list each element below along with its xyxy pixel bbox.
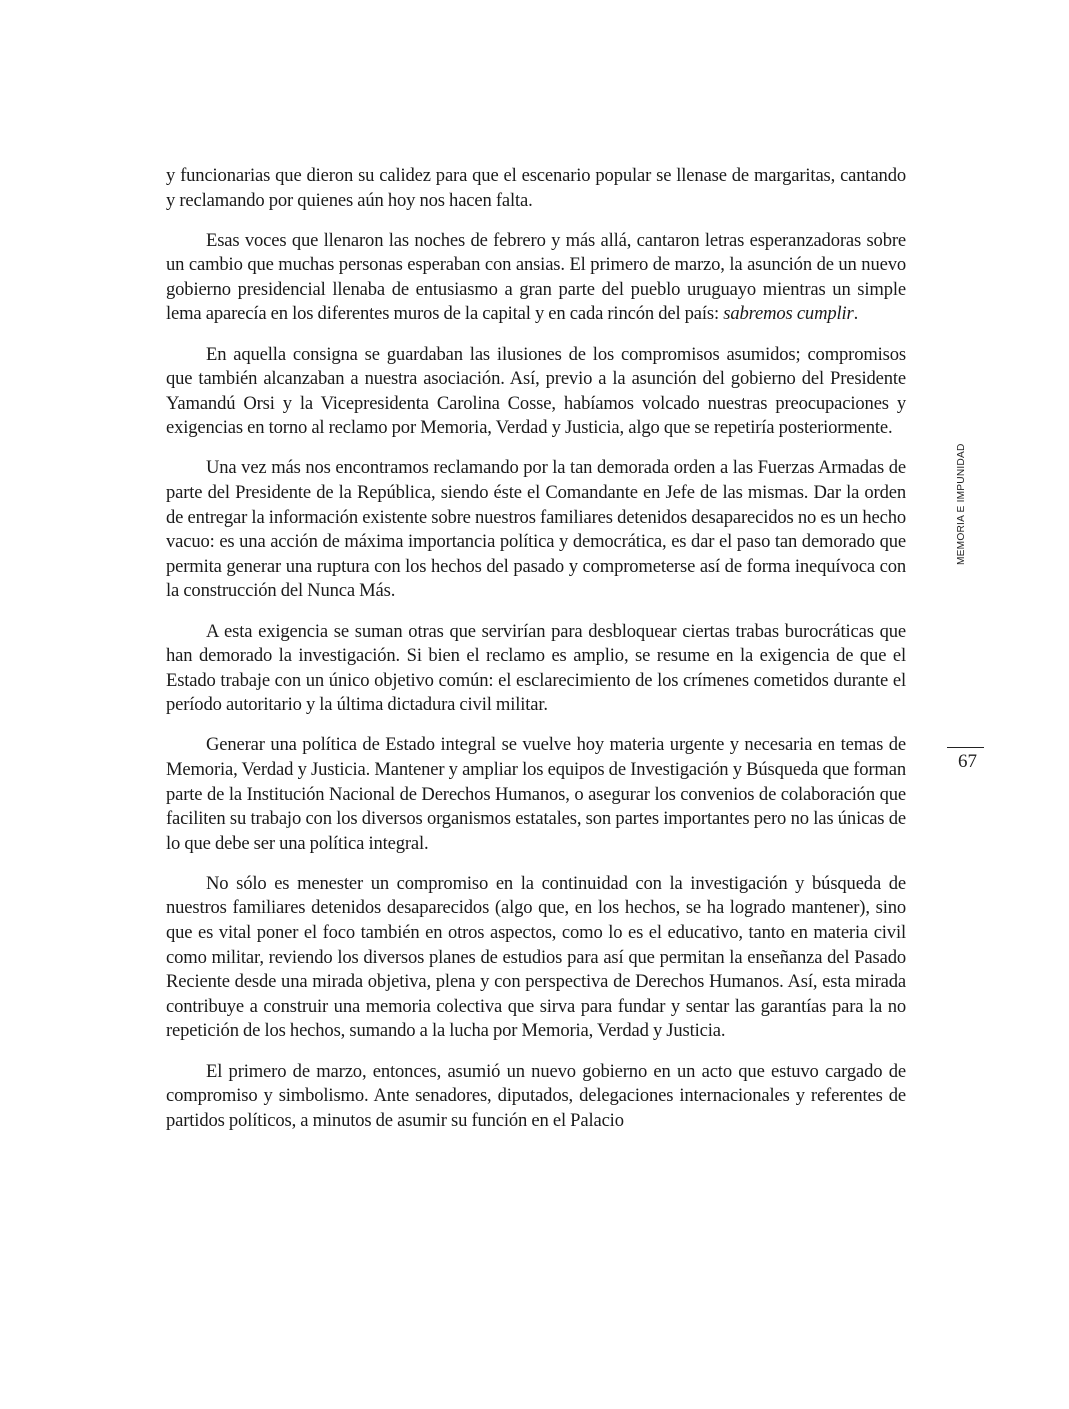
paragraph-2 bbox=[166, 229, 906, 327]
folio-rule-divider bbox=[947, 747, 984, 748]
paragraph-6: Generar una política de Estado integral se vuelve hoy materia urgente y necesaria en temas de Memoria, Verdad y Justicia. Mantener y ampliar los equipos de Investigación y Búsqueda que forman parte de la Institución Nacional de Derechos Humanos, o asegurar los convenios de colaboración que faciliten su trabajo con los diversos organismos estatales, son partes importantes pero no las únicas de lo que debe ser una política integral. bbox=[166, 734, 906, 854]
folio bbox=[947, 747, 984, 773]
body-text bbox=[166, 164, 906, 1133]
paragraph-2-text: Esas voces que llenaron las noches de febrero y más allá, cantaron letras esperanzadoras sobre un cambio que muchas personas esperaban con ansias. El primero de marzo, la asunción de un nuevo gobierno presidencial llenaba de entusiasmo a gran parte del pueblo uruguayo mientras un simple lema aparecía en los diferentes muros de la capital y en cada rincón del país: bbox=[166, 229, 906, 325]
page-number: 67 bbox=[958, 751, 977, 772]
paragraph-4: Una vez más nos encontramos reclamando por la tan demorada orden a las Fuerzas Armadas de parte del Presidente de la República, siendo éste el Comandante en Jefe de las mismas. Dar la orden de entregar la información existente sobre nuestros familiares detenidos desaparecidos no es un hecho vacuo: es una acción de máxima importancia política y democrática, es dar el paso tan demorado que permita generar una ruptura con los hechos del pasado y comprometerse así de forma inequívoca con la construcción del Nunca Más. bbox=[166, 457, 906, 602]
paragraph-7: No sólo es menester un compromiso en la continuidad con la investigación y búsqueda de nuestros familiares detenidos desaparecidos (algo que, en los hechos, se ha logrado mantener), sino que es vital poner el foco también en otros aspectos, como lo es el educativo, tanto en materia civil como militar, reviendo los diversos planes de estudios para así que permitan la enseñanza del Pasado Reciente desde una mirada objetiva, plena y con perspectiva de Derechos Humanos. Así, esta mirada contribuye a construir una memoria colectiva que sirva para fundar y sentar las garantías para la no repetición de los hechos, sumando a la lucha por Memoria, Verdad y Justicia. bbox=[166, 872, 906, 1042]
paragraph-3: En aquella consigna se guardaban las ilusiones de los compromisos asumidos; compromisos que también alcanzaban a nuestra asociación. Así, previo a la asunción del gobierno del Presidente Yamandú Orsi y la Vicepresidenta Carolina Cosse, habíamos volcado nuestras preocupaciones y exigencias en torno al reclamo por Memoria, Verdad y Justicia, algo que se repetiría posteriormente. bbox=[166, 343, 906, 439]
paragraph-8: El primero de marzo, entonces, asumió un nuevo gobierno en un acto que estuvo cargado de compromiso y simbolismo. Ante senadores, diputados, delegaciones internacionales y referentes de partidos políticos, a minutos de asumir su función en el Palacio bbox=[166, 1060, 906, 1131]
paragraph-5: A esta exigencia se suman otras que servirían para desbloquear ciertas trabas burocráticas que han demorado la investigación. Si bien el reclamo es amplio, se resume en la exigencia de que el Estado trabaje con un único objetivo común: el esclarecimiento de los crímenes cometidos durante el período autoritario y la última dictadura civil militar. bbox=[166, 620, 906, 716]
slogan-italic: sabremos cumplir bbox=[723, 303, 854, 325]
paragraph-1: y funcionarias que dieron su calidez para que el escenario popular se llenase de margaritas, cantando y reclamando por quienes aún hoy nos hacen falta. bbox=[166, 165, 906, 211]
paragraph-2-end: . bbox=[853, 303, 859, 325]
running-head-vertical: MEMORIA E IMPUNIDAD bbox=[956, 443, 967, 565]
